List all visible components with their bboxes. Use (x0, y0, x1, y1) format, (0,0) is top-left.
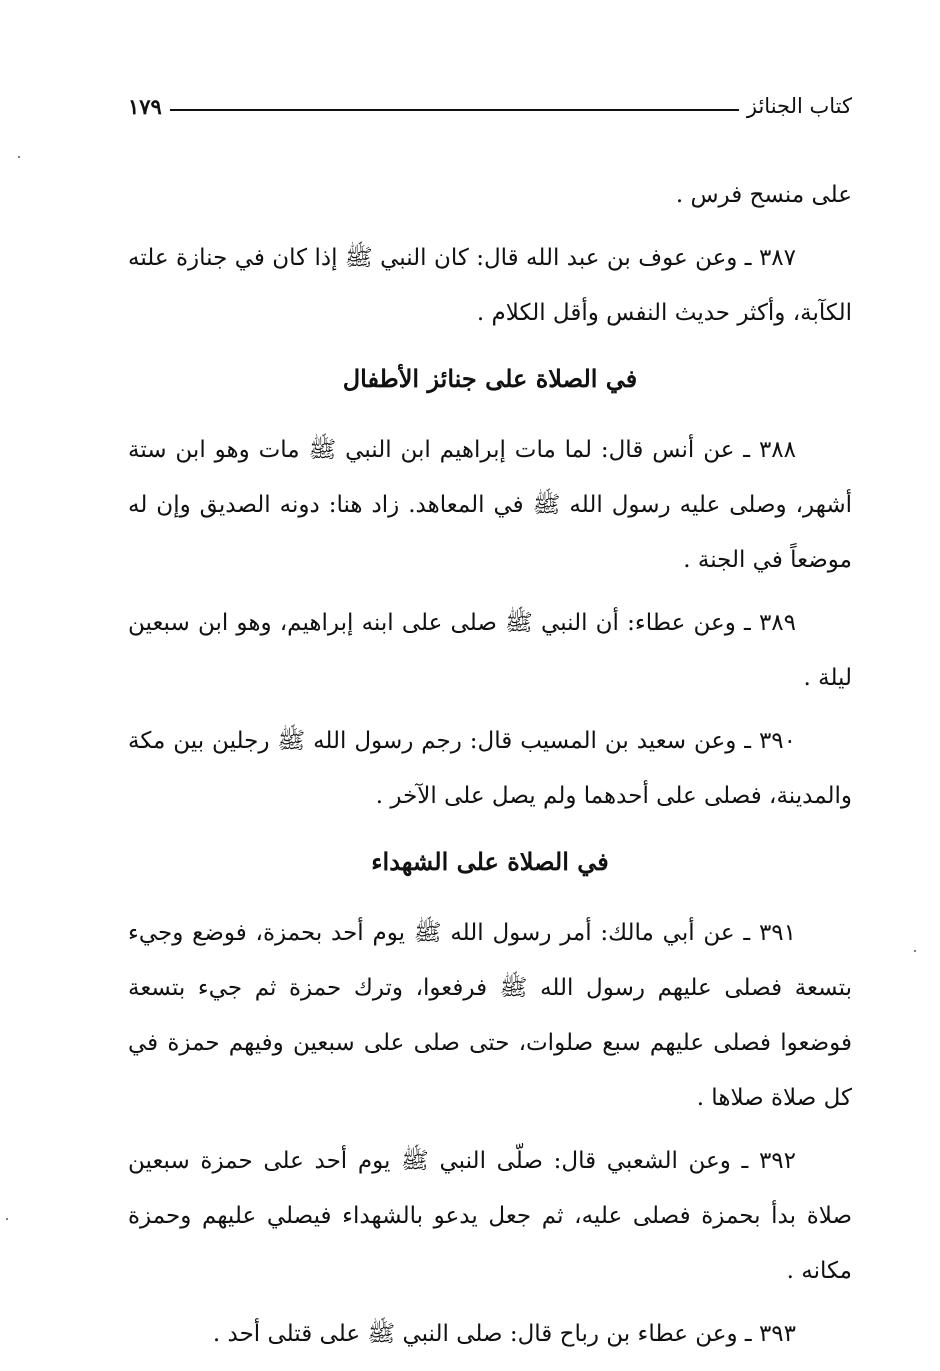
running-title: كتاب الجنائز (746, 94, 852, 118)
page-number: ١٧٩ (128, 93, 162, 119)
hadith-393: ٣٩٣ ـ وعن عطاء بن رباح قال: صلى النبي ﷺ على قتلى أحد . (212, 1321, 796, 1347)
hadith-392: ٣٩٢ ـ وعن الشعبي قال: صلّى النبي ﷺ يوم أحد على حمزة سبعين صلاة بدأ بحمزة فصلى عليه، ثم جعل يدعو بالشهداء فيصلي عليهم وحمزة مكانه . (128, 1148, 852, 1284)
page-header (128, 86, 852, 126)
section-heading-martyrs: في الصلاة على الشهداء (371, 847, 609, 876)
hadith-389: ٣٨٩ ـ وعن عطاء: أن النبي ﷺ صلى على ابنه إبراهيم، وهو ابن سبعين ليلة . (128, 610, 852, 691)
section-heading-children: في الصلاة على جنائز الأطفال (342, 364, 638, 393)
paragraph-continuation: على منسح فرس . (675, 182, 852, 208)
scan-speck (6, 1218, 8, 1220)
scan-speck (914, 950, 916, 952)
hadith-387: ٣٨٧ ـ وعن عوف بن عبد الله قال: كان النبي ﷺ إذا كان في جنازة علته الكآبة، وأكثر حديث النفس وأقل الكلام . (128, 245, 852, 326)
hadith-390: ٣٩٠ ـ وعن سعيد بن المسيب قال: رجم رسول الله ﷺ رجلين بين مكة والمدينة، فصلى على أحدهما ولم يصل على الآخر . (128, 728, 852, 809)
page-body (128, 168, 852, 1370)
hadith-388: ٣٨٨ ـ عن أنس قال: لما مات إبراهيم ابن النبي ﷺ مات وهو ابن ستة أشهر، وصلى عليه رسول الله ﷺ في المعاهد. زاد هنا: دونه الصديق وإن له موضعاً في الجنة . (128, 437, 852, 573)
header-rule (170, 109, 739, 111)
hadith-391: ٣٩١ ـ عن أبي مالك: أمر رسول الله ﷺ يوم أحد بحمزة، فوضع وجيء بتسعة فصلى عليهم رسول الله ﷺ فرفعوا، وترك حمزة ثم جيء بتسعة فوضعوا فصلى عليهم سبع صلوات، حتى صلى على سبعين وفيهم حمزة في كل صلاة صلاها . (128, 920, 852, 1111)
scan-speck (18, 156, 20, 158)
